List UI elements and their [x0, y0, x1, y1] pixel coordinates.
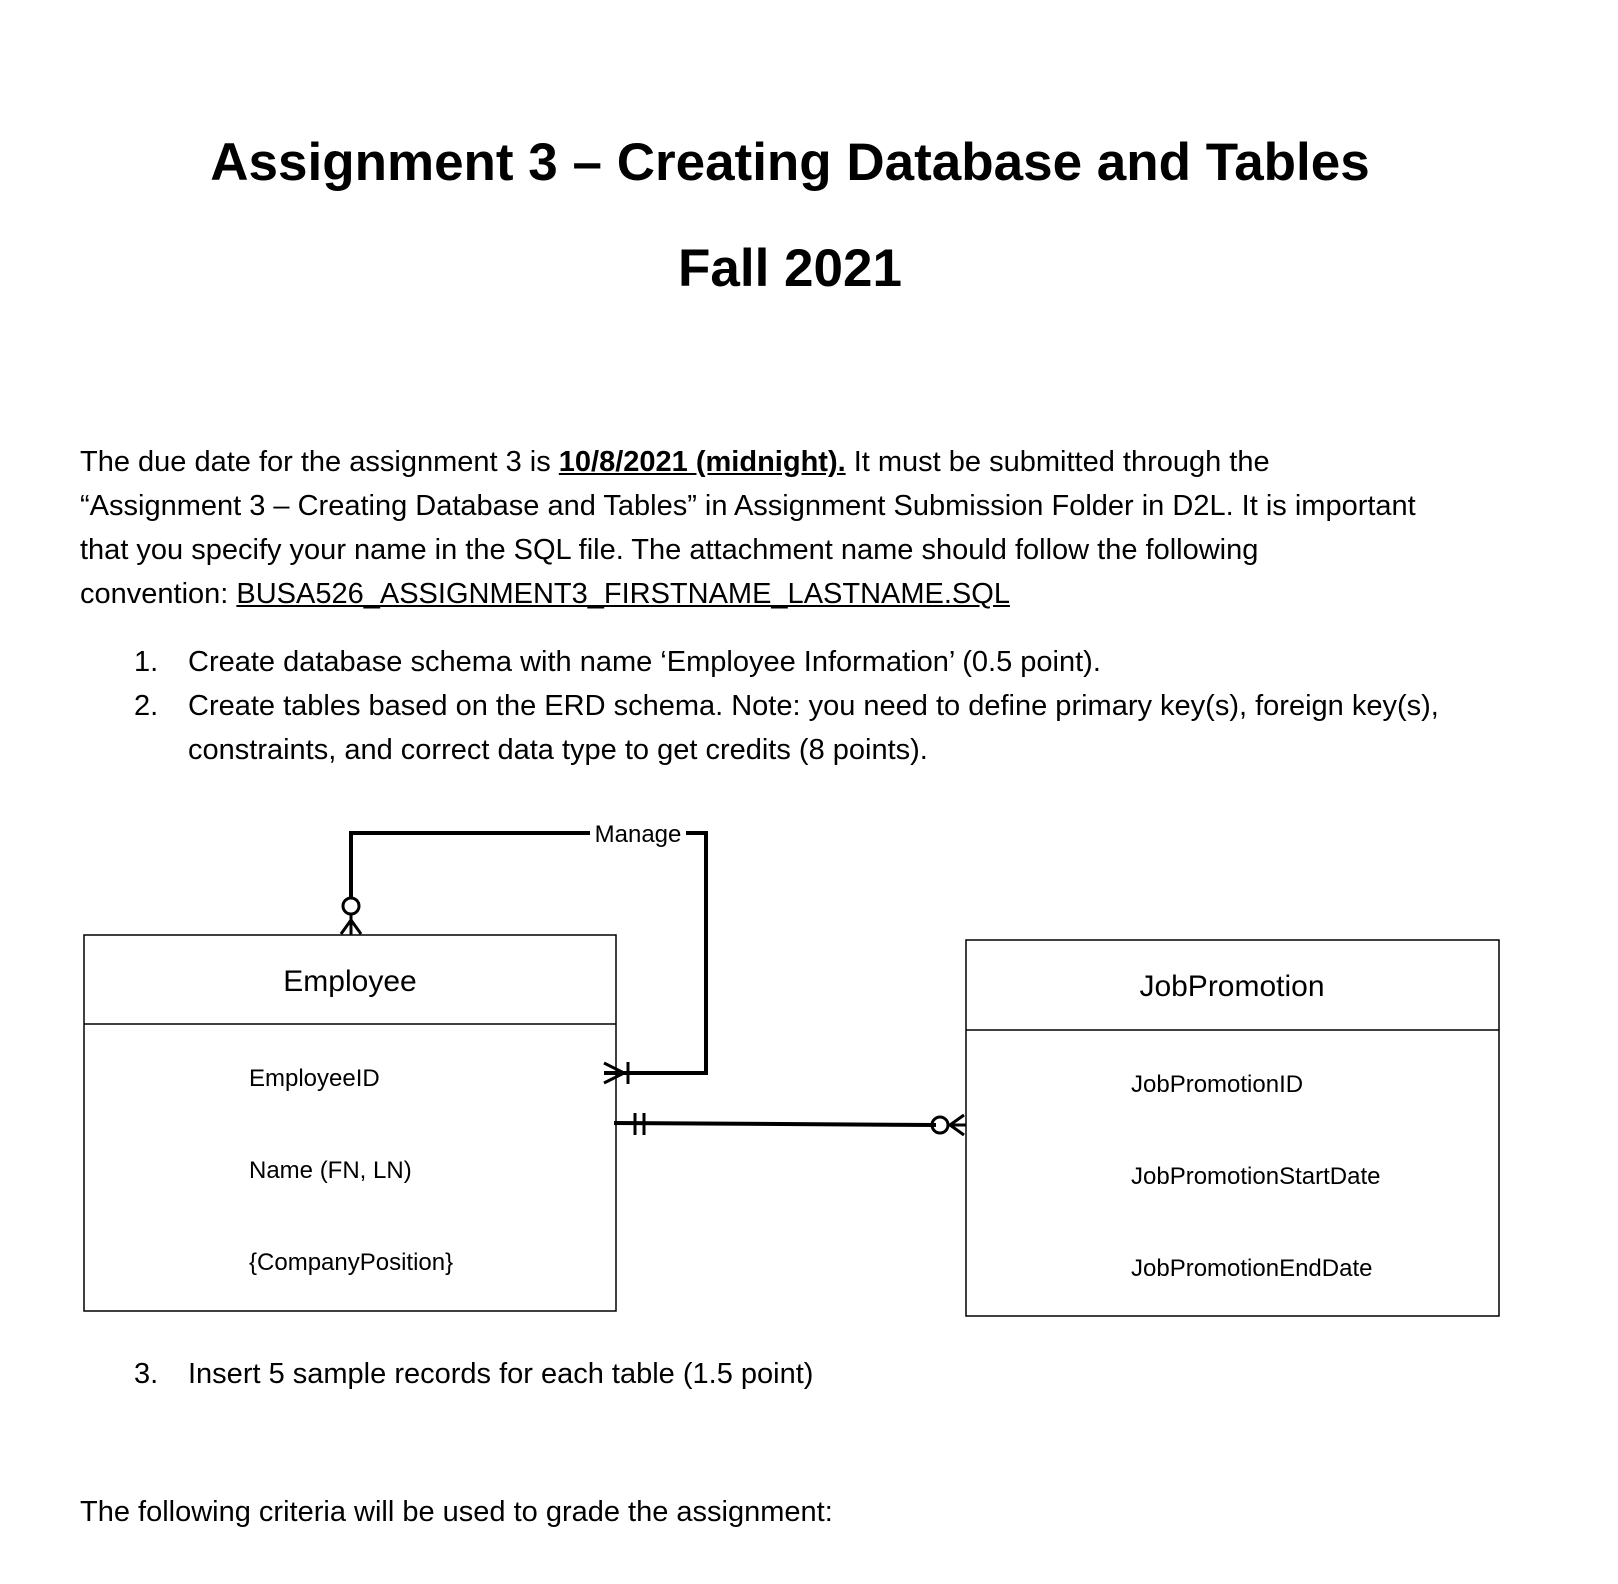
intro-text: It must be submitted through the: [845, 446, 1270, 478]
intro-line-2: “Assignment 3 – Creating Database and Tables” in Assignment Submission Folder in D2L. It is important: [80, 490, 1416, 522]
list-item: [134, 1352, 1534, 1396]
document-title: Assignment 3 – Creating Database and Tables: [210, 133, 1370, 192]
entity-employee: [84, 935, 616, 1311]
list-item-number: 3.: [134, 1358, 159, 1390]
list-item-text: constraints, and correct data type to get credits (8 points).: [188, 734, 928, 766]
document-subtitle: Fall 2021: [678, 239, 902, 298]
closing-paragraph: The following criteria will be used to grade the assignment:: [80, 1496, 833, 1528]
employee-jobpromotion-line: [614, 1123, 936, 1125]
filename-convention: BUSA526_ASSIGNMENT3_FIRSTNAME_LASTNAME.SQL: [236, 578, 1010, 610]
list-item-text: Create database schema with name ‘Employee Information’ (0.5 point).: [188, 646, 1101, 678]
list-item-text: Create tables based on the ERD schema. Note: you need to define primary key(s), foreign key(s),: [188, 690, 1439, 722]
zero-or-many-icon: [341, 898, 361, 935]
due-date: 10/8/2021 (midnight).: [558, 446, 846, 478]
list-item-number: 2.: [134, 690, 159, 722]
entity-name: Employee: [283, 965, 417, 998]
relationship-label: Manage: [594, 821, 682, 848]
entity-attribute: Name (FN, LN): [249, 1157, 412, 1184]
entity-attribute: JobPromotionStartDate: [1131, 1163, 1381, 1190]
entity-jobpromotion: [966, 940, 1499, 1316]
manage-line-left: [351, 833, 590, 897]
intro-text: The due date for the assignment 3 is: [80, 446, 559, 478]
intro-text: convention:: [80, 578, 237, 610]
entity-attribute: EmployeeID: [249, 1065, 380, 1092]
intro-line-3: that you specify your name in the SQL file. The attachment name should follow the following: [80, 534, 1259, 566]
entity-attribute: JobPromotionEndDate: [1131, 1255, 1373, 1282]
entity-attribute: JobPromotionID: [1131, 1071, 1304, 1098]
zero-or-many-icon: [932, 1115, 966, 1135]
list-item-number: 1.: [134, 646, 159, 678]
manage-line-right: [604, 833, 706, 1073]
entity-name: JobPromotion: [1139, 970, 1325, 1003]
task-list-continued: [134, 1352, 1534, 1396]
entity-attribute: {CompanyPosition}: [249, 1249, 454, 1276]
list-item-text: Insert 5 sample records for each table (1.5 point): [188, 1358, 814, 1390]
